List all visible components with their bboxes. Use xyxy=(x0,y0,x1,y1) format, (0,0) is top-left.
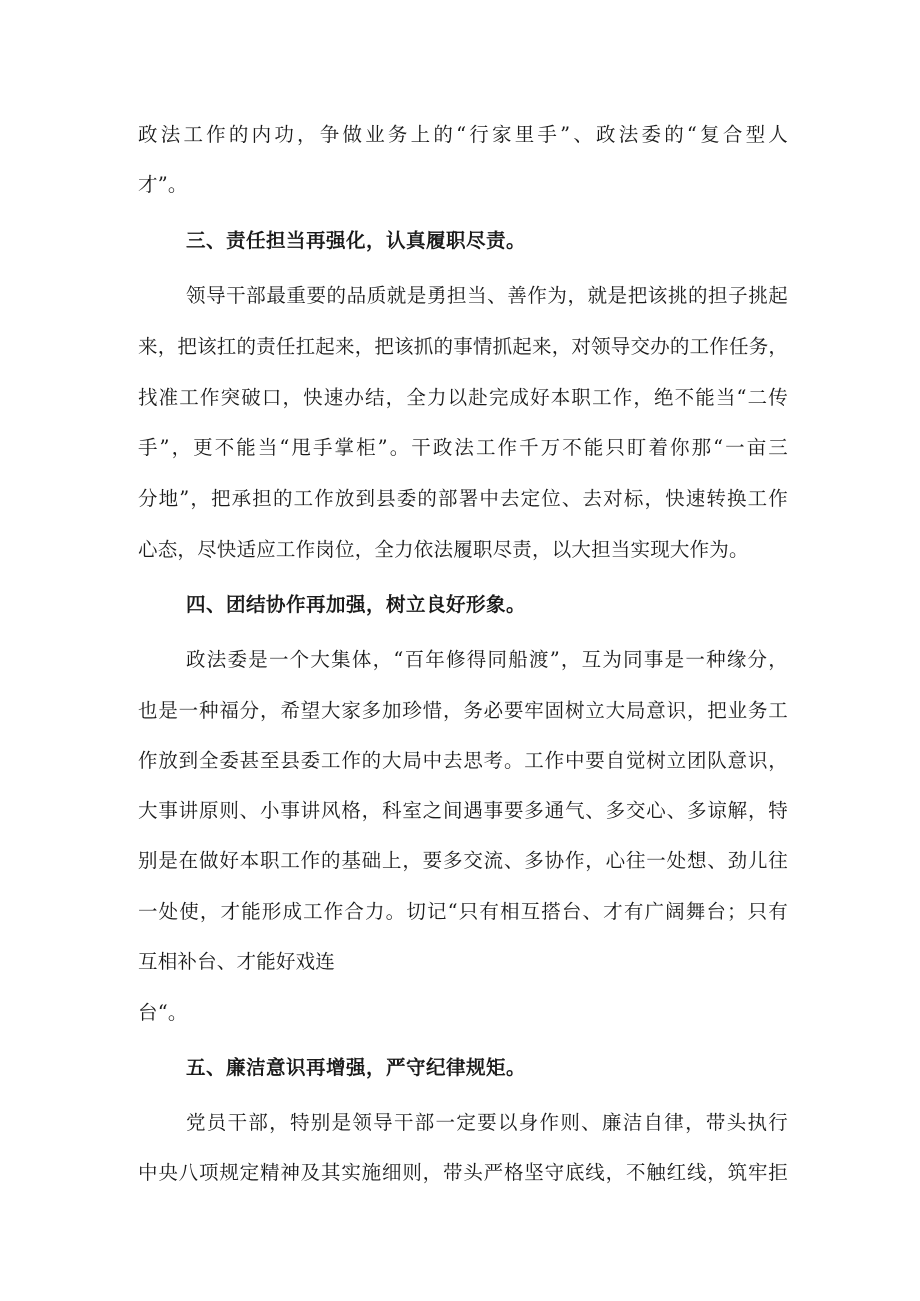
body-text-line: 政法工作的内功，争做业务上的“行家里手”、政法委的“复合型人 xyxy=(138,123,788,146)
body-text-line: 别是在做好本职工作的基础上，要多交流、多协作，心往一处想、劲儿往 xyxy=(138,849,788,872)
section-heading-4: 四、团结协作再加强，树立良好形象。 xyxy=(186,593,527,616)
body-text-line: 分地”，把承担的工作放到县委的部署中去定位、去对标，快速转换工作 xyxy=(138,487,788,510)
section-heading-5: 五、廉洁意识再增强，严守纪律规矩。 xyxy=(186,1056,527,1079)
body-text-line: 找准工作突破口，快速办结，全力以赴完成好本职工作，绝不能当“二传 xyxy=(138,386,788,409)
body-text-line: 台“。 xyxy=(138,1001,188,1024)
body-text-line: 中央八项规定精神及其实施细则，带头严格坚守底线，不触红线，筑牢拒 xyxy=(138,1161,788,1184)
body-text-line: 党员干部，特别是领导干部一定要以身作则、廉洁自律，带头执行 xyxy=(186,1111,788,1134)
body-text-line: 互相补台、才能好戏连 xyxy=(138,950,336,973)
body-text-line: 领导干部最重要的品质就是勇担当、善作为，就是把该挑的担子挑起 xyxy=(186,284,788,307)
body-text-line: 来，把该扛的责任扛起来，把该抓的事情抓起来，对领导交办的工作任务， xyxy=(138,335,789,358)
body-text-line: 手”，更不能当“甩手掌柜”。干政法工作千万不能只盯着你那“一亩三 xyxy=(138,436,788,459)
section-heading-3: 三、责任担当再强化，认真履职尽责。 xyxy=(186,229,527,252)
body-text-line: 才”。 xyxy=(138,173,188,196)
body-text-line: 大事讲原则、小事讲风格，科室之间遇事要多通气、多交心、多谅解，特 xyxy=(138,799,788,822)
body-text-line: 作放到全委甚至县委工作的大局中去思考。工作中要自觉树立团队意识， xyxy=(138,749,788,772)
body-text-line: 也是一种福分，希望大家多加珍惜，务必要牢固树立大局意识，把业务工 xyxy=(138,699,788,722)
body-text-line: 一处使，才能形成工作合力。切记“只有相互搭台、才有广阔舞台；只有 xyxy=(138,900,788,923)
body-text-line: 政法委是一个大集体，“百年修得同船渡”，互为同事是一种缘分， xyxy=(186,648,788,671)
body-text-line: 心态，尽快适应工作岗位，全力依法履职尽责，以大担当实现大作为。 xyxy=(138,538,749,561)
